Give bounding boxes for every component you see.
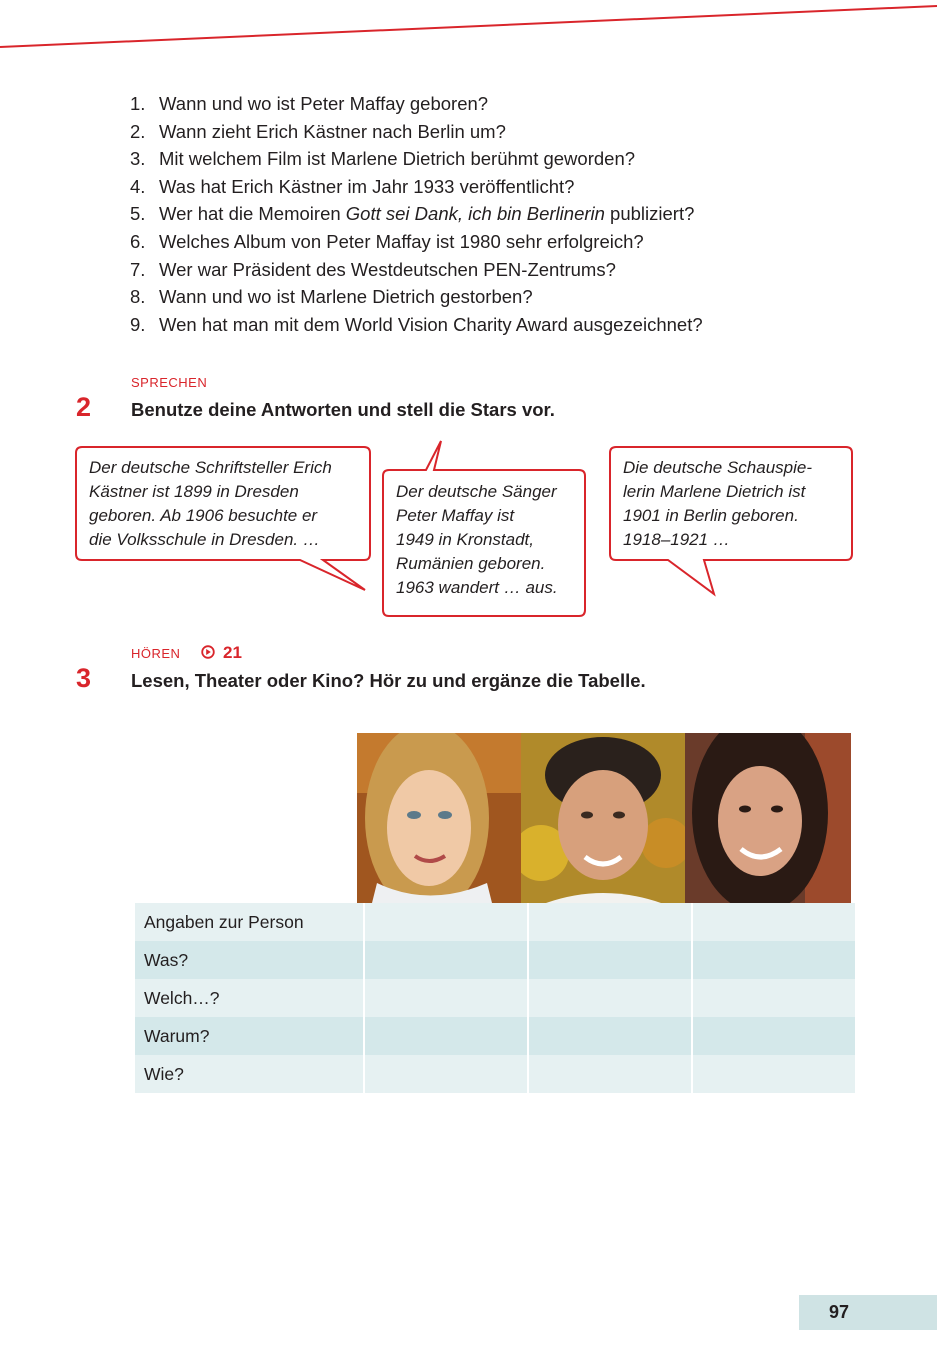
answer-cell[interactable] — [529, 903, 691, 941]
bubble-text-maffay: Der deutsche Sänger Peter Maffay ist 1949 in Kronstadt, Rumänien geboren. 1963 wandert … aus. — [396, 482, 558, 597]
section-label-sprechen: SPRECHEN — [131, 375, 208, 390]
question-item: 6. Welches Album von Peter Maffay ist 1980 sehr erfolgreich? — [130, 230, 644, 252]
table-row — [135, 1017, 855, 1055]
question-list — [130, 90, 703, 338]
audio-track[interactable] — [201, 643, 242, 663]
question-item: 8. Wann und wo ist Marlene Dietrich gestorben? — [130, 286, 533, 308]
page-number: 97 — [799, 1295, 937, 1330]
row-label: Angaben zur Person — [135, 903, 363, 941]
question-item: 7. Wer war Präsident des Westdeutschen PEN-Zentrums? — [130, 258, 616, 280]
audio-track-number: 21 — [223, 643, 242, 662]
photo-strip — [357, 733, 851, 903]
question-item: 9. Wen hat man mit dem World Vision Charity Award ausgezeichnet? — [130, 313, 703, 335]
table-row — [135, 903, 855, 941]
answer-cell[interactable] — [365, 1055, 527, 1093]
bubble-text-kaestner: Der deutsche Schriftsteller Erich Kästner ist 1899 in Dresden geboren. Ab 1906 besuchte er die Volksschule in Dresden. … — [89, 458, 332, 549]
answer-cell[interactable] — [529, 1017, 691, 1055]
answer-table — [133, 903, 857, 1093]
boy-photo — [521, 733, 685, 903]
answer-cell[interactable] — [693, 979, 855, 1017]
answer-cell[interactable] — [529, 941, 691, 979]
row-label: Wie? — [135, 1055, 363, 1093]
table-row — [135, 979, 855, 1017]
answer-cell[interactable] — [693, 1017, 855, 1055]
bubble-text-dietrich: Die deutsche Schauspie- lerin Marlene Dietrich ist 1901 in Berlin geboren. 1918–1921 … — [623, 458, 813, 549]
table-row — [135, 941, 855, 979]
question-item: 5. Wer hat die Memoiren Gott sei Dank, ich bin Berlinerin publiziert? — [130, 203, 695, 225]
dark-haired-girl-photo — [685, 733, 851, 903]
exercise-instruction: Benutze deine Antworten und stell die Stars vor. — [131, 399, 555, 420]
answer-cell[interactable] — [365, 941, 527, 979]
answer-cell[interactable] — [365, 1017, 527, 1055]
exercise-instruction: Lesen, Theater oder Kino? Hör zu und ergänze die Tabelle. — [131, 670, 646, 691]
question-item: 2. Wann zieht Erich Kästner nach Berlin um? — [130, 120, 506, 142]
question-item: 3. Mit welchem Film ist Marlene Dietrich berühmt geworden? — [130, 148, 636, 170]
question-item: 4. Was hat Erich Kästner im Jahr 1933 veröffentlicht? — [130, 175, 575, 197]
answer-cell[interactable] — [365, 903, 527, 941]
answer-cell[interactable] — [529, 979, 691, 1017]
exercise-number: 3 — [76, 663, 92, 693]
blonde-girl-photo — [357, 733, 521, 903]
answer-cell[interactable] — [365, 979, 527, 1017]
top-red-rule — [0, 0, 937, 60]
row-label: Was? — [135, 941, 363, 979]
answer-cell[interactable] — [693, 941, 855, 979]
row-label: Warum? — [135, 1017, 363, 1055]
answer-cell[interactable] — [529, 1055, 691, 1093]
answer-cell[interactable] — [693, 1055, 855, 1093]
section-label-hoeren: HÖREN — [131, 646, 181, 661]
question-item: 1. Wann und wo ist Peter Maffay geboren? — [130, 93, 489, 114]
table-row — [135, 1055, 855, 1093]
answer-cell[interactable] — [693, 903, 855, 941]
row-label: Welch…? — [135, 979, 363, 1017]
exercise-number: 2 — [76, 392, 92, 422]
audio-play-icon — [201, 645, 215, 659]
